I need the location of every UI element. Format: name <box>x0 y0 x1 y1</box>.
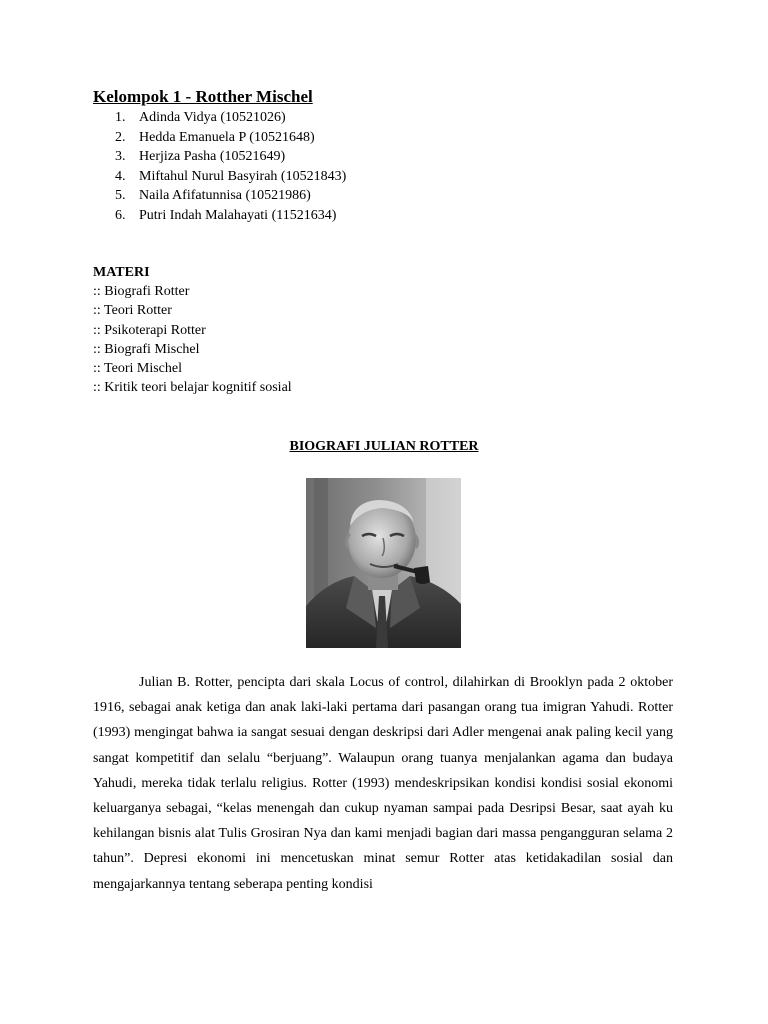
list-number: 5. <box>115 188 126 203</box>
list-number: 3. <box>115 149 126 164</box>
list-item <box>93 167 346 187</box>
materi-list <box>93 282 292 398</box>
member-name: Herjiza Pasha (10521649) <box>139 149 286 164</box>
portrait-photo <box>306 478 461 648</box>
list-item <box>93 128 346 148</box>
list-number: 6. <box>115 207 126 223</box>
list-item <box>93 186 346 206</box>
list-item <box>93 147 346 167</box>
materi-item: :: Biografi Mischel <box>93 341 200 357</box>
list-item <box>93 108 346 128</box>
list-number: 1. <box>115 110 126 125</box>
list-number: 4. <box>115 168 126 184</box>
member-name: Hedda Emanuela P (10521648) <box>139 129 315 145</box>
member-name: Naila Afifatunnisa (10521986) <box>139 188 311 203</box>
member-name: Miftahul Nurul Basyirah (10521843) <box>139 168 347 184</box>
biography-paragraph: Julian B. Rotter, pencipta dari skala Locus of control, dilahirkan di Brooklyn pada 2 oktober 1916, sebagai anak ketiga dan anak laki-laki pertama dari pasangan orang tua imigran Yahudi. Rotter (1993) mengingat bahwa ia sangat sesuai dengan deskripsi dari Adler mengenai anak paling kecil yang sangat kompetitif dan selalu “berjuang”. Walaupun orang tuanya menjalankan agama dan budaya Yahudi, mereka tidak terlalu religius. Rotter (1993) mendeskripsikan kondisi kondisi sosial ekonomi keluarganya sebagai, “kelas menengah dan cukup nyaman sampai pada Desripsi Besar, saat ayah ku kehilangan bisnis alat Tulis Grosiran Nya dan kami menjadi bagian dari massa pengangguran selama 2 tahun”. Depresi ekonomi ini mencetuskan minat semur Rotter atas ketidakadilan sosial dan mengajarkannya tentang seberapa penting kondisi <box>93 675 673 892</box>
materi-item: :: Psikoterapi Rotter <box>93 322 206 338</box>
section-heading: BIOGRAFI JULIAN ROTTER <box>289 439 479 454</box>
materi-item: :: Teori Rotter <box>93 303 172 319</box>
list-number: 2. <box>115 129 126 145</box>
materi-item: :: Teori Mischel <box>93 361 182 377</box>
list-item <box>93 206 346 226</box>
materi-item: :: Biografi Rotter <box>93 284 190 299</box>
materi-title: MATERI <box>93 265 150 280</box>
group-title: Kelompok 1 - Rotther Mischel <box>93 87 313 106</box>
materi-item: :: Kritik teori belajar kognitif sosial <box>93 380 292 396</box>
member-name: Adinda Vidya (10521026) <box>139 110 286 125</box>
member-list <box>93 108 346 225</box>
member-name: Putri Indah Malahayati (11521634) <box>139 207 337 223</box>
